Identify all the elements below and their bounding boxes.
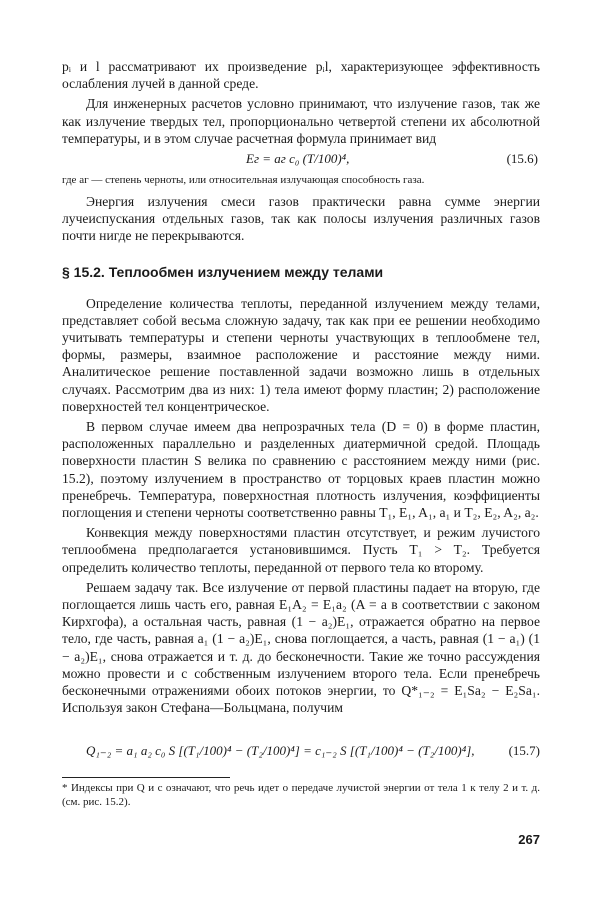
formula-15-7 <box>62 729 540 773</box>
formula-15-6-note: где aг — степень черноты, или относительная излучающая способность газа. <box>62 174 425 187</box>
paragraph-mixture: Энергия излучения смеси газов практически равна сумме энергии лучеиспускания отдельных газов, так как полосы излучения различных газов почти нигде не перекрываются. <box>62 194 540 244</box>
footnote: * Индексы при Q и с означают, что речь идет о передаче лучистой энергии от тела 1 к телу 2 и т. д. (см. рис. 15.2). <box>62 781 540 808</box>
formula-15-6-number: (15.6) <box>506 151 538 167</box>
paragraph-engineering: Для инженерных расчетов условно принимают, что излучение газов, так же как излучение твердых тел, пропорционально четвертой степени их абсолютной температуры, и в этом случае расчетная формула принимает вид <box>62 96 540 146</box>
formula-15-6-expression: Eг = aг c₀ (T/100)⁴, <box>246 151 350 167</box>
paragraph-first-case: В первом случае имеем два непрозрачных тела (D = 0) в форме пластин, расположенных параллельно и разделенных диатермичной средой. Площадь поверхности пластин S велика по сравнению с расстоянием между ними (рис. 15.2), поэтому излучением в пространство от торцовых краев пластин можно пренебречь. Температура, поверхностная плотность излучения, коэффициенты поглощения и степени черноты соответственно равны T₁, E₁, A₁, a₁ и T₂, E₂, A₂, a₂. <box>62 419 540 521</box>
paragraph-top: pᵢ и l рассматривают их произведение pᵢl, характеризующее эффективность ослабления лучей в данной среде. <box>62 59 540 92</box>
paragraph-convection: Конвекция между поверхностями пластин отсутствует, и режим лучистого теплообмена предполагается установившимся. Пусть T₁ > T₂. Требуется определить количество теплоты, переданной от первого тела ко второму. <box>62 525 540 575</box>
formula-15-6 <box>62 147 540 171</box>
paragraph-definition: Определение количества теплоты, переданной излучением между телами, представляет собой весьма сложную задачу, так как при ее решении необходимо учитывать температуры и степени черноты участвующих в теплообмене тел, формы, размеры, взаимное расположение и расстояние между ними. Аналитическое решение поставленной задачи возможно лишь в отдельных случаях. Рассмотрим два из них: 1) тела имеют форму пластин; 2) расположение поверхностей тел концентрическое. <box>62 295 540 414</box>
formula-15-7-number: (15.7) <box>508 742 540 758</box>
page-number: 267 <box>518 832 540 847</box>
formula-15-7-expression: Q₁₋₂ = a₁ a₂ c₀ S [(T₁/100)⁴ − (T₂/100)⁴] = c₁₋₂ S [(T₁/100)⁴ − (T₂/100)⁴], <box>86 742 475 758</box>
page-body <box>62 58 540 809</box>
paragraph-solve: Решаем задачу так. Все излучение от первой пластины падает на вторую, где поглощается лишь часть его, равная E₁A₂ = E₁a₂ (A = a в соответствии с законом Кирхгофа), а остальная часть, равная (1 − a₂)E₁, отражается обратно на первое тело, где часть, равная a₁ (1 − a₂)E₁, снова поглощается, а часть, равная (1 − a₁) (1 − a₂)E₁, снова отражается и т. д. до бесконечности. Такие же точно рассуждения можно провести и с собственным излучением второго тела. Если пренебречь бесконечными отражениями обоих потоков энергии, то Q*₁₋₂ = E₁Sa₂ − E₂Sa₁. Используя закон Стефана—Больцмана, получим <box>62 579 540 716</box>
section-heading: § 15.2. Теплообмен излучением между телами <box>62 263 384 280</box>
footnote-divider <box>62 777 230 778</box>
